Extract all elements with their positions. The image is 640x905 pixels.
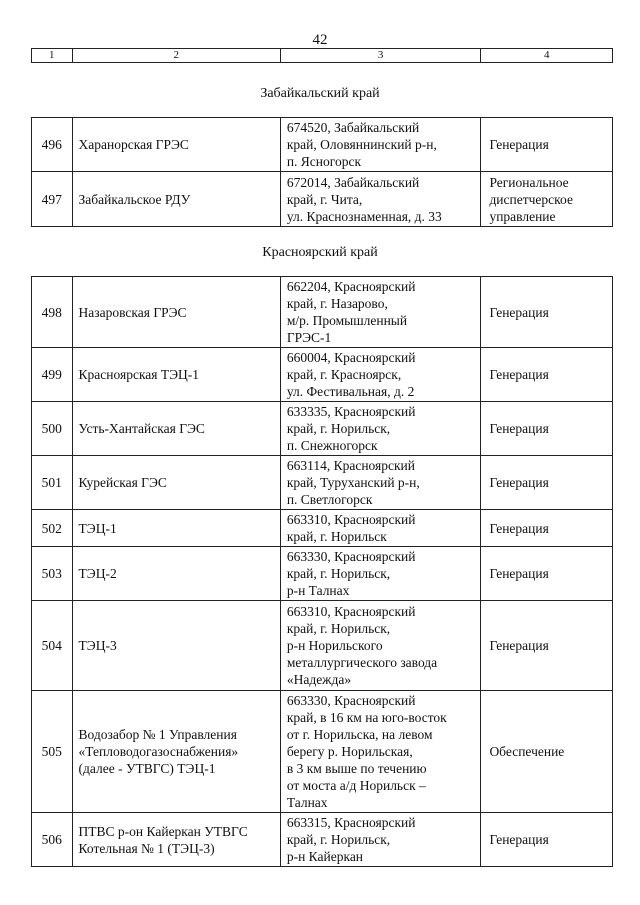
section-title: Красноярский край [262,245,378,260]
table-row [32,601,613,691]
row-number: 497 [32,172,73,227]
facility-name: Харанорская ГРЭС [72,118,280,172]
facility-type: Генерация [481,348,613,402]
section-table [31,276,613,867]
facility-name: Водозабор № 1 Управления «Тепловодогазоснабжения» (далее - УТВГС) ТЭЦ-1 [72,691,280,813]
table-row [32,510,613,547]
facility-address: 663310, Красноярский край, г. Норильск [280,510,481,547]
row-number: 496 [32,118,73,172]
facility-type: Генерация [481,118,613,172]
row-number: 500 [32,402,73,456]
table-row [32,547,613,601]
facility-type: Генерация [481,813,613,867]
row-number: 505 [32,691,73,813]
facility-type: Генерация [481,601,613,691]
table-row [32,402,613,456]
column-number: 4 [481,49,613,63]
facility-name: ТЭЦ-3 [72,601,280,691]
facility-address: 674520, Забайкальский край, Оловяннинский р-н, п. Ясногорск [280,118,481,172]
column-number: 3 [280,49,481,63]
facility-type: Обеспечение [481,691,613,813]
facility-name: Назаровская ГРЭС [72,277,280,348]
column-number: 2 [72,49,280,63]
table-row [32,348,613,402]
facility-name: ТЭЦ-2 [72,547,280,601]
page-number: 42 [312,32,328,48]
table-row [32,118,613,172]
row-number: 503 [32,547,73,601]
row-number: 504 [32,601,73,691]
row-number: 502 [32,510,73,547]
facility-name: Усть-Хантайская ГЭС [72,402,280,456]
facility-name: ПТВС р-он Кайеркан УТВГС Котельная № 1 (ТЭЦ-3) [72,813,280,867]
facility-type: Генерация [481,402,613,456]
facility-type: Генерация [481,510,613,547]
facility-type: Региональное диспетчерское управление [481,172,613,227]
row-number: 501 [32,456,73,510]
facility-type: Генерация [481,456,613,510]
facility-address: 662204, Красноярский край, г. Назарово, м/р. Промышленный ГРЭС-1 [280,277,481,348]
row-number: 506 [32,813,73,867]
row-number: 498 [32,277,73,348]
facility-address: 663315, Красноярский край, г. Норильск, р-н Кайеркан [280,813,481,867]
table-row [32,813,613,867]
table-row [32,277,613,348]
table-row [32,691,613,813]
facility-address: 672014, Забайкальский край, г. Чита, ул. Краснознаменная, д. 33 [280,172,481,227]
facility-name: Курейская ГЭС [72,456,280,510]
facility-name: Забайкальское РДУ [72,172,280,227]
facility-address: 663330, Красноярский край, г. Норильск, р-н Талнах [280,547,481,601]
facility-type: Генерация [481,547,613,601]
column-number: 1 [32,49,73,63]
facility-address: 663330, Красноярский край, в 16 км на юго-восток от г. Норильска, на левом берегу р. Норильская, в 3 км выше по течению от моста а/д Норильск – Талнах [280,691,481,813]
facility-address: 663310, Красноярский край, г. Норильск, р-н Норильского металлургического завода «Надежда» [280,601,481,691]
section-table [31,117,613,227]
facility-address: 660004, Красноярский край, г. Красноярск, ул. Фестивальная, д. 2 [280,348,481,402]
table-row [32,456,613,510]
column-number-header [31,48,613,63]
facility-address: 663114, Красноярский край, Туруханский р-н, п. Светлогорск [280,456,481,510]
facility-type: Генерация [481,277,613,348]
table-row [32,172,613,227]
facility-address: 633335, Красноярский край, г. Норильск, п. Снежногорск [280,402,481,456]
row-number: 499 [32,348,73,402]
facility-name: ТЭЦ-1 [72,510,280,547]
section-title: Забайкальский край [260,86,380,101]
facility-name: Красноярская ТЭЦ-1 [72,348,280,402]
